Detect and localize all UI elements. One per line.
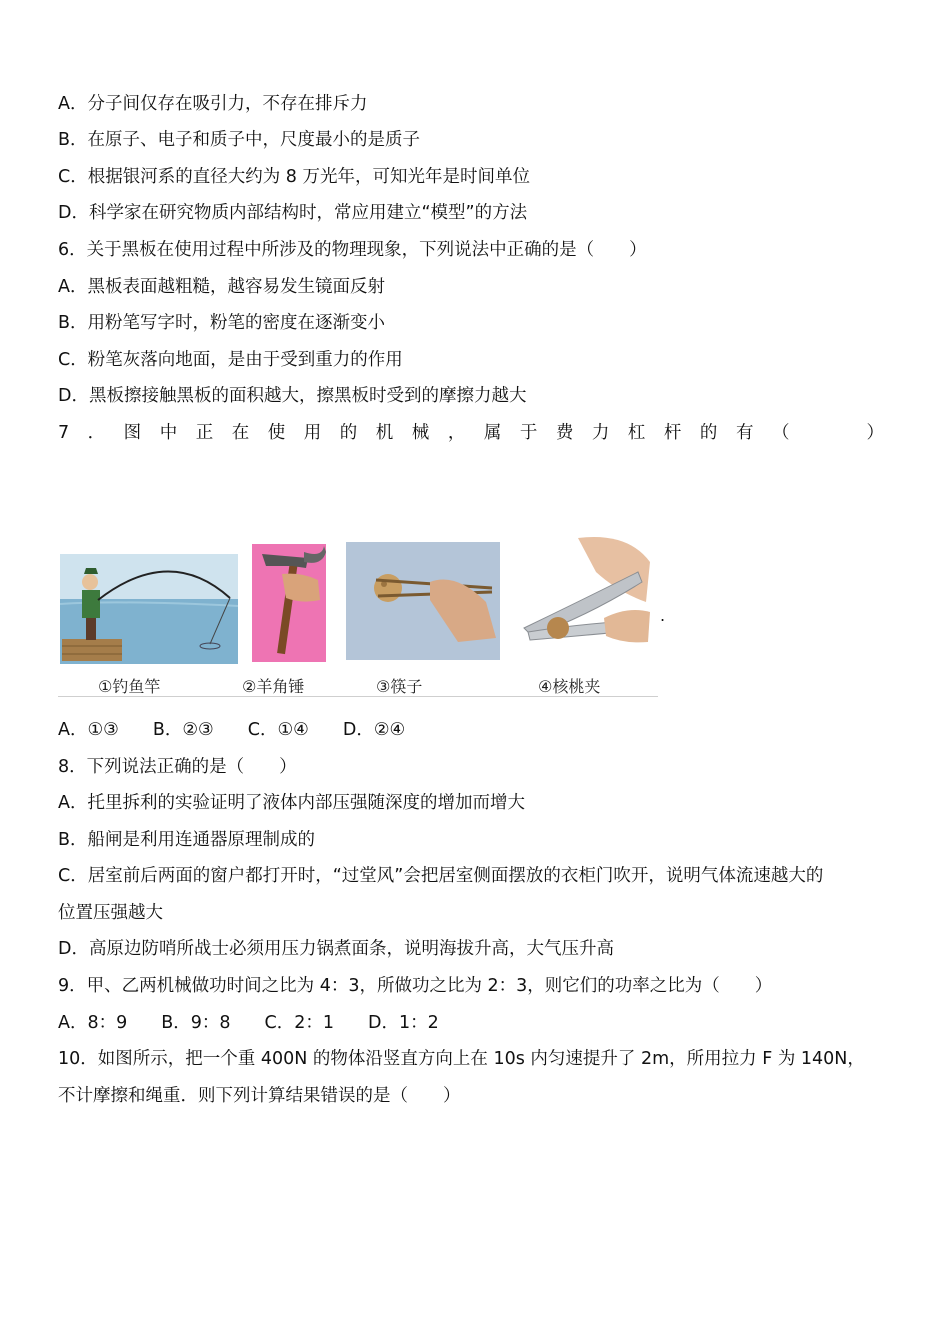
nutcracker-image [518, 532, 658, 662]
q5-option-b: B．在原子、电子和质子中，尺度最小的是质子 [58, 130, 421, 150]
q6-stem: 6．关于黑板在使用过程中所涉及的物理现象，下列说法中正确的是（ ） [58, 240, 647, 260]
q9-option-b: B．9：8 [161, 1013, 231, 1033]
q8-option-c: C．居室前后两面的窗户都打开时，“过堂风”会把居室侧面摆放的衣柜门吹开，说明气体流速越大的 [58, 866, 824, 886]
fishing-rod-image [60, 554, 238, 664]
q7-option-c: C．①④ [247, 720, 309, 740]
q6-option-d: D．黑板擦接触黑板的面积越大，擦黑板时受到的摩擦力越大 [58, 386, 527, 406]
q9-options [58, 1011, 473, 1035]
q7-option-d: D．②④ [342, 720, 406, 740]
claw-hammer-image [252, 544, 326, 662]
caption-fishing-rod: ①钓鱼竿 [98, 677, 161, 696]
q8-option-a: A．托里拆利的实验证明了液体内部压强随深度的增加而增大 [58, 793, 525, 813]
q10-stem-line2: 不计摩擦和绳重．则下列计算结果错误的是（ ） [58, 1086, 461, 1106]
q8-option-b: B．船闸是利用连通器原理制成的 [58, 830, 316, 850]
q7-options [58, 718, 439, 742]
q8-stem: 8．下列说法正确的是（ ） [58, 757, 297, 777]
q6-option-a: A．黑板表面越粗糙，越容易发生镜面反射 [58, 277, 385, 297]
q7-option-a: A．①③ [58, 720, 119, 740]
q9-option-d: D．1：2 [368, 1013, 439, 1033]
caption-chopsticks: ③筷子 [376, 677, 423, 696]
q5-option-d: D．科学家在研究物质内部结构时，常应用建立“模型”的方法 [58, 203, 528, 223]
q6-option-b: B．用粉笔写字时，粉笔的密度在逐渐变小 [58, 313, 386, 333]
q9-option-c: C．2：1 [264, 1013, 335, 1033]
caption-claw-hammer: ②羊角锤 [242, 677, 305, 696]
q7-stem: 7 ． 图 中 正 在 使 用 的 机 械 ， 属 于 费 力 杠 杆 的 有 （ ） [58, 423, 884, 443]
q5-option-c: C．根据银河系的直径大约为 8 万光年，可知光年是时间单位 [58, 167, 530, 187]
q8-option-c-cont: 位置压强越大 [58, 903, 163, 923]
q7-option-b: B．②③ [152, 720, 214, 740]
q9-stem: 9．甲、乙两机械做功时间之比为 4：3，所做功之比为 2：3，则它们的功率之比为（ ） [58, 976, 773, 996]
q7-figure [58, 532, 658, 702]
q10-stem-line1: 10．如图所示，把一个重 400N 的物体沿竖直方向上在 10s 内匀速提升了 2m，所用拉力 F 为 140N， [58, 1049, 865, 1069]
q6-option-c: C．粉笔灰落向地面，是由于受到重力的作用 [58, 350, 403, 370]
chopsticks-image [346, 542, 500, 660]
q5-option-a: A．分子间仅存在吸引力，不存在排斥力 [58, 94, 368, 114]
figure-divider [58, 696, 658, 697]
caption-nutcracker: ④核桃夹 [538, 677, 601, 696]
q8-option-d: D．高原边防哨所战士必须用压力锅煮面条，说明海拔升高，大气压升高 [58, 939, 614, 959]
q9-option-a: A．8：9 [58, 1013, 128, 1033]
figure-trailing-dot: . [660, 606, 666, 625]
